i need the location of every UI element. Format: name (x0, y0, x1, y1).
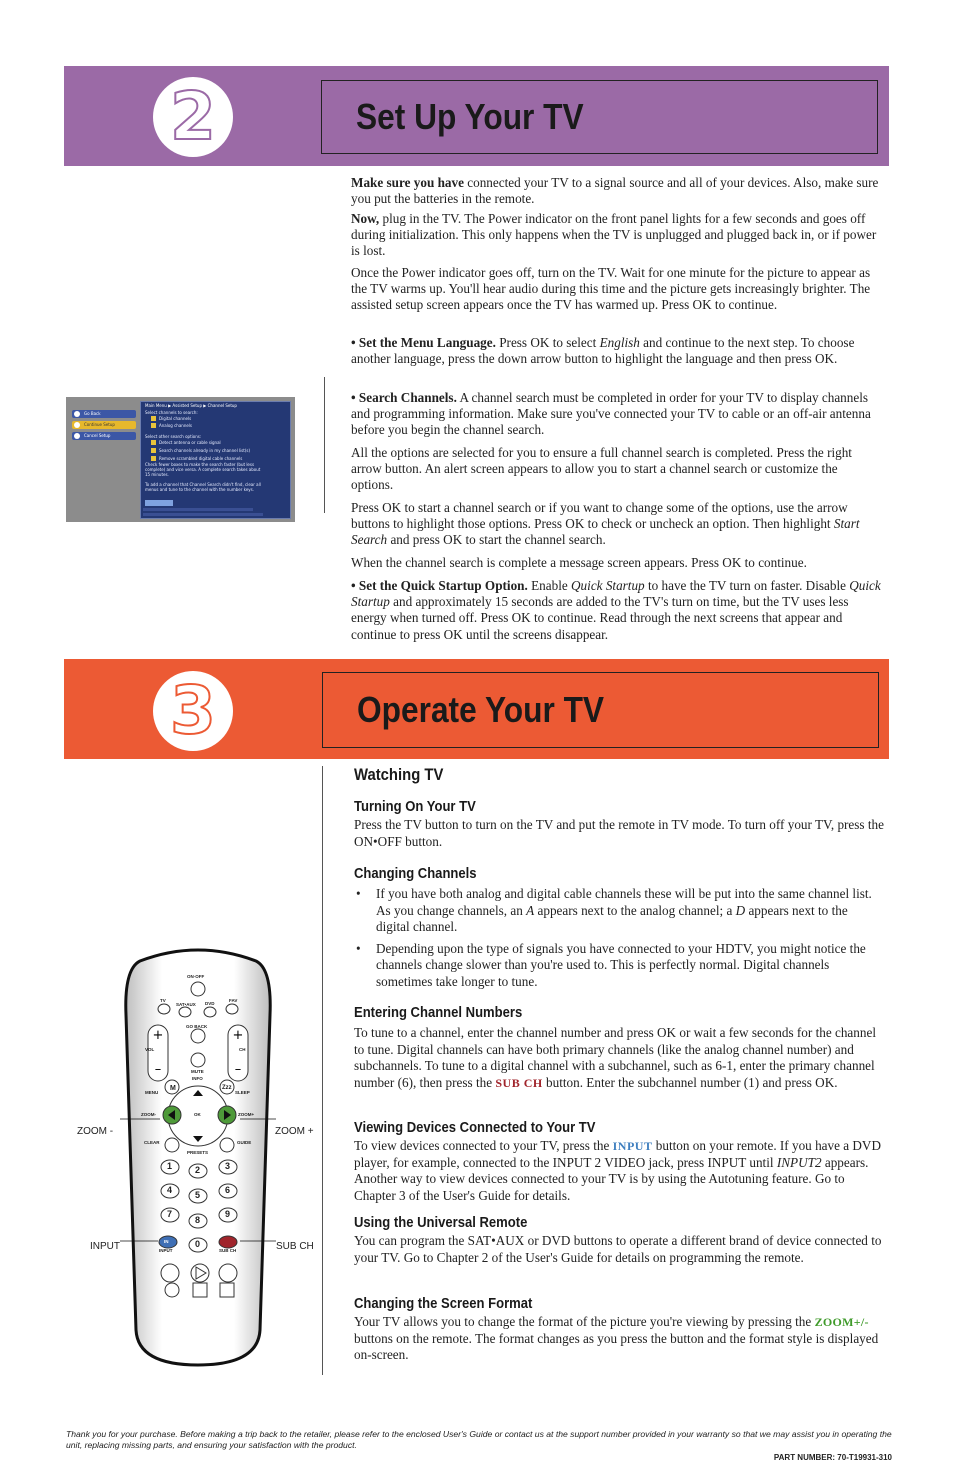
record-button (165, 1283, 179, 1297)
universal-remote-heading: Using the Universal Remote (354, 1215, 528, 1231)
screen-side-icon-2 (74, 422, 80, 428)
screen-line: Remove scrambled digital cable channels (159, 456, 243, 461)
remote-label-menu: MENU (145, 1090, 159, 1095)
remote-label-mute: MUTE (191, 1069, 204, 1074)
section2-number: 2 (170, 78, 216, 155)
remote-label-m: M (170, 1085, 176, 1092)
screen-hint-bar (143, 513, 263, 516)
checkbox-icon (151, 440, 156, 445)
remote-label-sleep: SLEEP (235, 1090, 250, 1095)
screen-line: complete) and vice versa. A complete search takes about (145, 467, 261, 472)
section3-title-box (322, 672, 879, 748)
changing-bullet-2: • Depending upon the type of signals you have connected to your HDTV, you might notice the channels change slower than you're used to. This is perfectly normal. Digital channels sometimes take longer to tune. (356, 940, 866, 989)
screen-breadcrumb: Main Menu ▶ Assisted Setup ▶ Channel Setup (145, 403, 237, 408)
callout-zoom-plus: ZOOM + (275, 1126, 314, 1137)
viewing-devices-section (354, 1120, 884, 1204)
svg-text:+: + (232, 1028, 244, 1043)
s2-paragraph-5: • Search Channels. A channel search must be completed in order for your TV to display channels and programming information. Make sure you've connected your TV to cable or an off-air antenna before you begin the channel search. (351, 390, 871, 438)
remote-label-vol: VOL (145, 1047, 155, 1052)
s2-paragraph-6: All the options are selected for you to ensure a full channel search is completed. Press the right arrow button. An alert screen appears to allow you to start a channel search or customize the options. (351, 445, 852, 493)
screen-format-section (354, 1296, 884, 1364)
clear-button (165, 1138, 179, 1152)
watching-tv-heading: Watching TV (354, 766, 444, 784)
remote-digit-3: 3 (225, 1161, 231, 1171)
remote-label-presets: PRESETS (187, 1150, 209, 1155)
viewing-devices-heading: Viewing Devices Connected to Your TV (354, 1120, 596, 1136)
s2-paragraph-2: Now, plug in the TV. The Power indicator on the front panel lights for a few seconds and goes off during initialization. This only happens when the TV is unplugged and plugged back in, or if power is lost. (351, 211, 877, 259)
go-back-button (191, 1029, 205, 1043)
remote-digit-4: 4 (167, 1185, 173, 1195)
remote-label-zoom-minus: ZOOM- (141, 1112, 156, 1117)
sub-ch-button (219, 1236, 237, 1248)
remote-digit-6: 6 (225, 1185, 231, 1195)
remote-label-fav: FAV (229, 998, 238, 1003)
stop-button (193, 1283, 207, 1297)
section3-number-circle (153, 671, 233, 751)
screen-format-heading: Changing the Screen Format (354, 1296, 533, 1312)
svg-text:–: – (234, 1062, 242, 1077)
tv-screen-channel-setup (66, 397, 295, 522)
remote-body (126, 950, 270, 1365)
remote-label-ok: OK (194, 1112, 201, 1117)
universal-remote-text: You can program the SAT•AUX or DVD buttons to operate a different brand of device connected to your TV. Go to Chapter 2 of the User's Guide for details on programming the remote. (354, 1233, 882, 1265)
screen-panel (140, 401, 291, 519)
remote-digit-0: 0 (195, 1239, 201, 1249)
remote-digit-9: 9 (225, 1209, 231, 1219)
screen-hint-bar (143, 508, 253, 511)
remote-label-info: INFO (192, 1076, 203, 1081)
screen-line: 15 minutes. (145, 472, 169, 477)
s2-paragraph-1: Make sure you have connected your TV to a signal source and all of your devices. Also, make sure you put the batteries in the remote. (351, 175, 879, 207)
checkbox-icon (151, 416, 156, 421)
remote-label-go-back: GO BACK (186, 1024, 208, 1029)
s2-paragraph-8: When the channel search is complete a message screen appears. Press OK to continue. (351, 555, 807, 570)
footer-thanks: Thank you for your purchase. Before making a trip back to the retailer, please refer to the enclosed User's Guide or contact us at the support number provided in your warranty so that we may assist you in operating the unit, replacing missing parts, and ensuring your satisfaction with the product. (66, 1429, 892, 1450)
section3-number: 3 (170, 672, 216, 749)
remote-label-ch: CH (239, 1047, 246, 1052)
remote-label-dvd: DVD (205, 1001, 215, 1006)
fast-forward-button (219, 1264, 237, 1282)
sat-aux-button (179, 1007, 191, 1017)
screen-line: Select other search options: (145, 434, 202, 439)
pause-button (220, 1283, 234, 1297)
guide-button (220, 1138, 234, 1152)
screen-line: Digital channels (159, 416, 192, 421)
screen-format-text: Your TV allows you to change the format of the picture you're viewing by pressing the ZOOM+/- buttons on the remote. The format changes as you press the button and the format style is displayed on-screen. (354, 1314, 879, 1363)
screen-line: Detect antenna or cable signal (159, 440, 221, 445)
remote-label-guide: GUIDE (237, 1140, 252, 1145)
callout-sub-ch: SUB CH (276, 1241, 314, 1252)
turning-on-section (354, 799, 884, 850)
screen-line: Select channels to search: (145, 410, 198, 415)
remote-label-in: IN (164, 1239, 169, 1244)
svg-text:–: – (154, 1062, 162, 1077)
changing-channels-section (354, 866, 884, 991)
watching-tv-section (354, 766, 884, 785)
section2-title: Set Up Your TV (356, 96, 584, 137)
mute-button (191, 1053, 205, 1067)
section2-title-box (321, 80, 878, 154)
remote-label-sub-ch: SUB CH (219, 1248, 237, 1253)
remote-label-zzz: Zzz (222, 1085, 232, 1091)
remote-label-sat-aux: SAT•AUX (176, 1002, 196, 1007)
remote-label-zoom-plus: ZOOM+ (238, 1112, 255, 1117)
screen-side-icon-3 (74, 433, 80, 439)
remote-digit-2: 2 (195, 1165, 201, 1175)
rewind-button (161, 1264, 179, 1282)
s2-paragraph-4: • Set the Menu Language. Press OK to select English and continue to the next step. To choose another language, press the down arrow button to highlight the language and then press OK. (351, 335, 855, 367)
screen-continue-setup: Continue Setup (72, 421, 136, 429)
s2-paragraph-7: Press OK to start a channel search or if you want to change some of the options, use the arrow buttons to highlight those options. Press OK to check or uncheck an option. Then highlight Start Search and press OK to start the channel search. (351, 500, 860, 548)
dvd-button (204, 1007, 216, 1017)
universal-remote-section (354, 1215, 884, 1266)
s2-paragraph-3: Once the Power indicator goes off, turn on the TV. Wait for one minute for the picture to appear as the TV warms up. You'll hear audio during this time and the picture gets increasingly brighter. The assisted setup screen appears once the TV has warmed up. Press OK to continue. (351, 265, 871, 313)
entering-numbers-text: To tune to a channel, enter the channel number and press OK or wait a few seconds for the channel to tune. Digital channels can have both primary channels (like the analog channel number) and subchannels. To tune to a digital channel with a subchannel, such as 6-1, enter the primary channel number (6), then press the SUB CH button. Enter the subchannel number (1) and press OK. (354, 1025, 876, 1090)
entering-numbers-heading: Entering Channel Numbers (354, 1005, 523, 1021)
screen-cancel-setup: Cancel Setup (72, 432, 136, 440)
remote-label-tv: TV (160, 998, 166, 1003)
viewing-devices-text: To view devices connected to your TV, press the INPUT button on your remote. If you have a DVD player, for example, connected to the INPUT 2 VIDEO jack, press INPUT until INPUT2 appears. Another way to view devices connected to your TV is by using the Autotuning feature. Go to Chapter 3 of the User's Guide for details. (354, 1138, 881, 1203)
screen-start-search-highlight (145, 500, 173, 506)
section2-number-circle (153, 77, 233, 157)
screen-line: Search channels already in my channel list(s) (159, 448, 251, 453)
remote-label-input: INPUT (159, 1248, 173, 1253)
changing-channels-heading: Changing Channels (354, 866, 477, 882)
remote-label-on-off: ON·OFF (187, 974, 205, 979)
checkbox-icon (151, 423, 156, 428)
callout-input: INPUT (90, 1241, 120, 1252)
fav-button (226, 1004, 238, 1014)
screen-line: Check fewer boxes to make the search faster (but less (145, 462, 255, 467)
turning-on-text: Press the TV button to turn on the TV and put the remote in TV mode. To turn off your TV, press the ON•OFF button. (354, 817, 884, 849)
screen-line: To add a channel that Channel Search didn't find, clear all (145, 482, 261, 487)
section3-title: Operate Your TV (357, 689, 605, 730)
screen-go-back: Go Back (72, 410, 136, 418)
tv-button (158, 1004, 170, 1014)
power-button (191, 982, 205, 996)
remote-digit-7: 7 (167, 1209, 173, 1219)
part-number: PART NUMBER: 70-T19931-310 (773, 1453, 892, 1462)
screen-side-icon-1 (74, 411, 80, 417)
screen-line: menus and tune to the channel with the number keys. (145, 487, 255, 492)
remote-digit-5: 5 (195, 1190, 201, 1200)
screen-line: Analog channels (159, 423, 193, 428)
s2-divider-line (324, 377, 325, 513)
checkbox-icon (151, 456, 156, 461)
remote-digit-8: 8 (195, 1215, 201, 1225)
s2-paragraph-9: • Set the Quick Startup Option. Enable Quick Startup to have the TV turn on faster. Disable Quick Startup and approximately 15 seconds are added to the TV's turn on time, but the TV uses less energy when turned off. Press OK to continue. Read through the next screens that appear and continue to press OK until the screens disappear. (351, 578, 881, 642)
changing-bullet-1: • If you have both analog and digital cable channels these will be put into the same channel list. As you change channels, an A appears next to the analog channel; a D appears next to the digital channel. (356, 886, 872, 935)
svg-text:+: + (152, 1028, 164, 1043)
remote-control (60, 935, 330, 1375)
callout-zoom-minus: ZOOM - (77, 1126, 114, 1137)
remote-digit-1: 1 (167, 1161, 173, 1171)
remote-label-clear: CLEAR (144, 1140, 160, 1145)
checkbox-icon (151, 448, 156, 453)
entering-numbers-section (354, 1005, 884, 1091)
turning-on-heading: Turning On Your TV (354, 799, 476, 815)
